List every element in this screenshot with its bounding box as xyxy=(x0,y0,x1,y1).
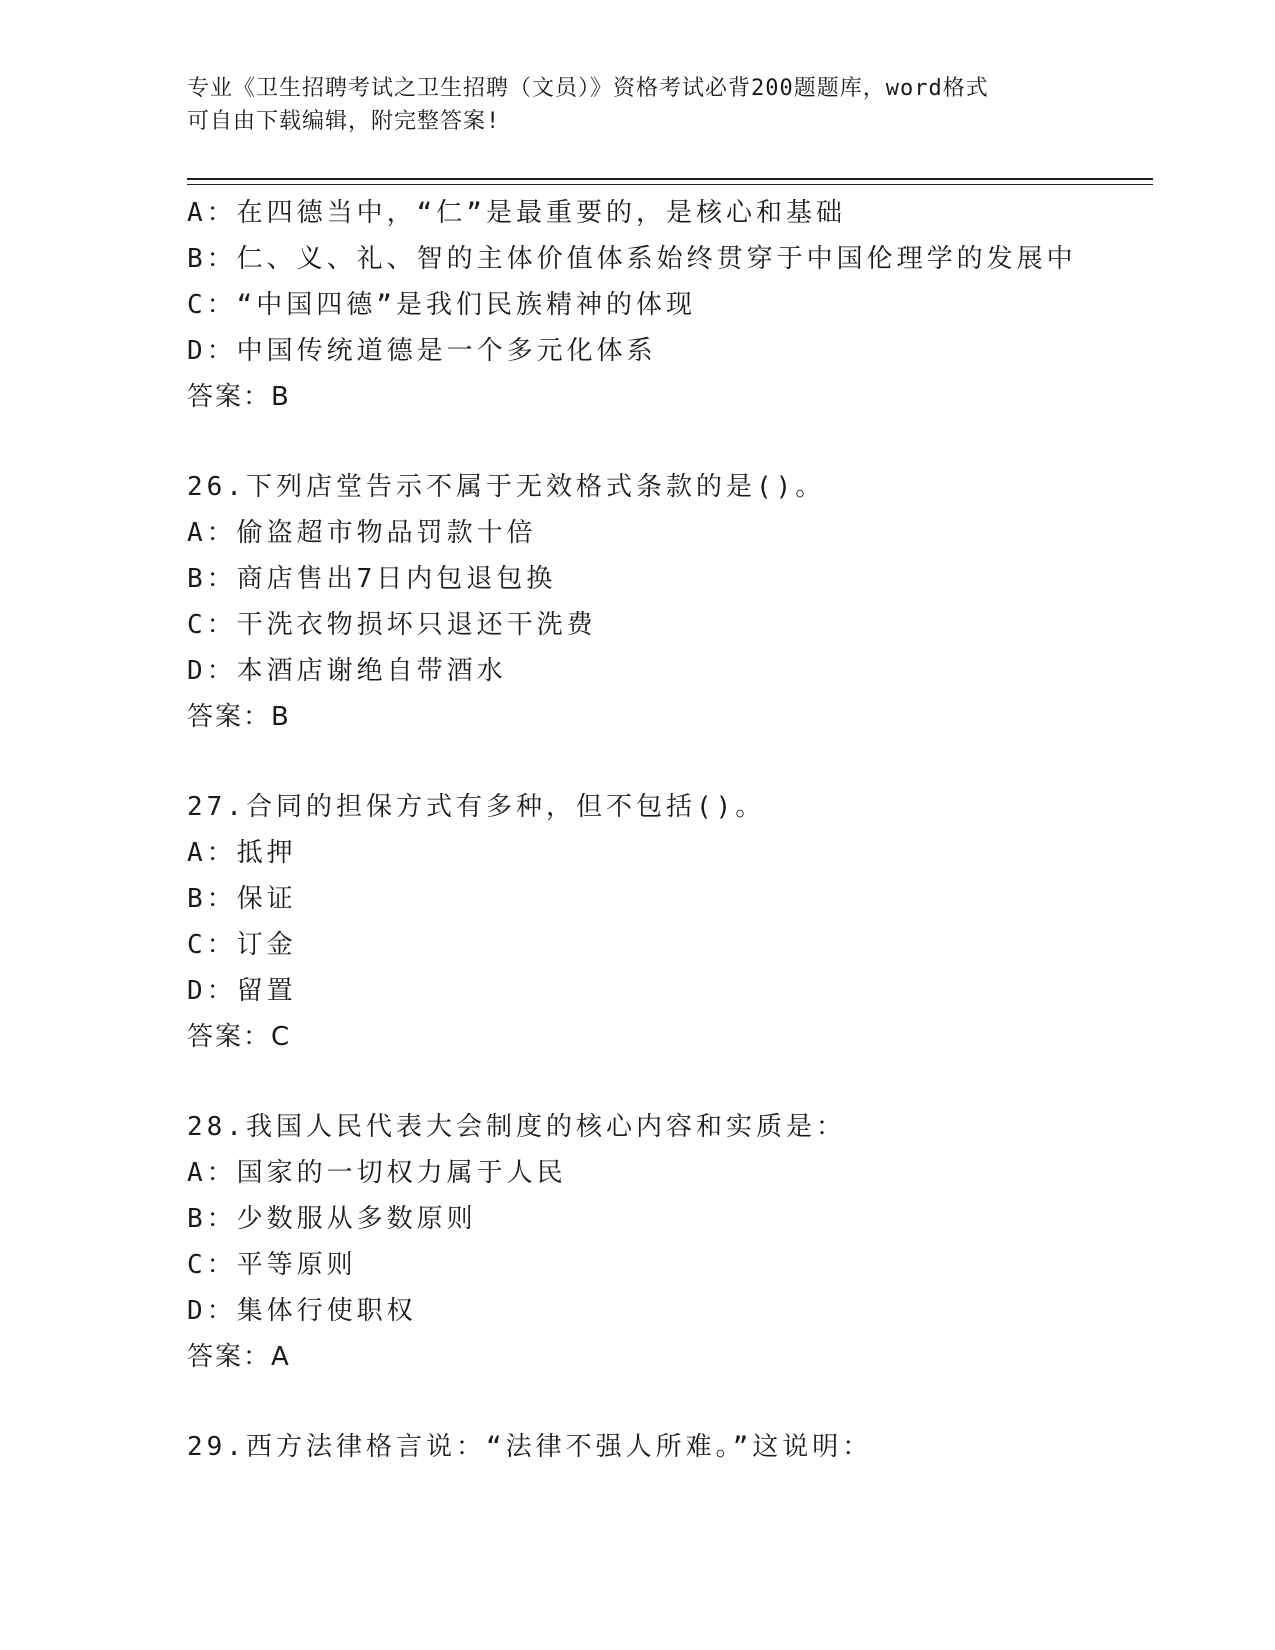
question-block-26 xyxy=(187,464,1153,740)
answer-line: 答案：B xyxy=(187,382,291,412)
header-title-line-2: 可自由下载编辑，附完整答案! xyxy=(187,109,501,134)
spacer xyxy=(187,1380,1153,1424)
option-b: B：保证 xyxy=(187,884,297,914)
header-divider-thin xyxy=(187,184,1153,185)
question-title: 27.合同的担保方式有多种，但不包括()。 xyxy=(187,792,766,822)
spacer xyxy=(187,1060,1153,1104)
question-block-29 xyxy=(187,1424,1153,1470)
question-title: 29.西方法律格言说：“法律不强人所难。”这说明： xyxy=(187,1432,873,1462)
option-c: C：订金 xyxy=(187,930,297,960)
document-header xyxy=(187,72,1087,138)
option-d: D：中国传统道德是一个多元化体系 xyxy=(187,336,657,366)
question-block-27 xyxy=(187,784,1153,1060)
option-a: A：国家的一切权力属于人民 xyxy=(187,1158,567,1188)
spacer xyxy=(187,420,1153,464)
option-d: D：本酒店谢绝自带酒水 xyxy=(187,656,507,686)
option-c: C：“中国四德”是我们民族精神的体现 xyxy=(187,290,696,320)
option-d: D：集体行使职权 xyxy=(187,1296,417,1326)
option-a: A：在四德当中，“仁”是最重要的，是核心和基础 xyxy=(187,198,846,228)
option-c: C：平等原则 xyxy=(187,1250,357,1280)
option-b: B：商店售出7日内包退包换 xyxy=(187,564,557,594)
header-title-line-1: 专业《卫生招聘考试之卫生招聘（文员）》资格考试必背200题题库，word格式 xyxy=(187,76,989,101)
question-block-25 xyxy=(187,190,1153,420)
spacer xyxy=(187,740,1153,784)
answer-line: 答案：B xyxy=(187,702,291,732)
option-a: A：偷盗超市物品罚款十倍 xyxy=(187,518,537,548)
answer-line: 答案：A xyxy=(187,1342,291,1372)
question-title: 28.我国人民代表大会制度的核心内容和实质是： xyxy=(187,1112,846,1142)
question-title: 26.下列店堂告示不属于无效格式条款的是()。 xyxy=(187,472,826,502)
header-divider-thick xyxy=(187,178,1153,180)
question-block-28 xyxy=(187,1104,1153,1380)
option-b: B：少数服从多数原则 xyxy=(187,1204,477,1234)
question-list xyxy=(187,190,1153,1470)
option-d: D：留置 xyxy=(187,976,297,1006)
option-c: C：干洗衣物损坏只退还干洗费 xyxy=(187,610,597,640)
answer-line: 答案：C xyxy=(187,1022,292,1052)
option-a: A：抵押 xyxy=(187,838,297,868)
option-b: B：仁、义、礼、智的主体价值体系始终贯穿于中国伦理学的发展中 xyxy=(187,244,1077,274)
